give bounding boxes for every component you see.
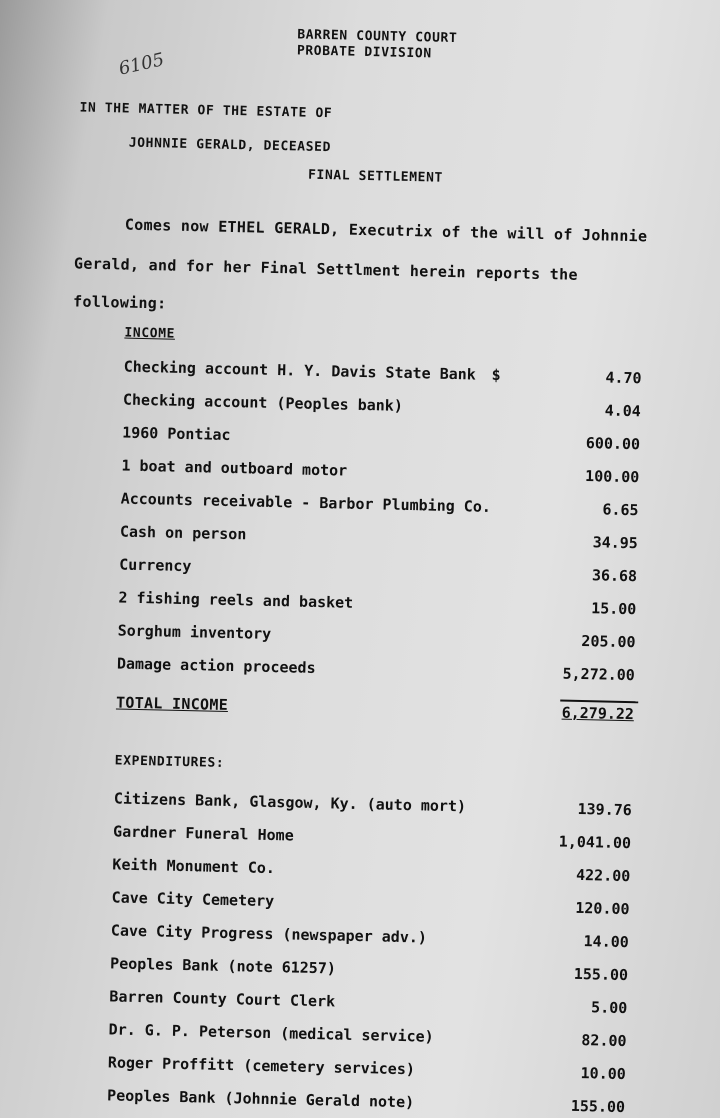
total-income-amount: 6,279.22: [561, 703, 635, 724]
expenditure-item-label: Keith Monument Co.: [112, 855, 276, 878]
income-item-label: Checking account (Peoples bank): [122, 390, 404, 415]
income-item-label: Damage action proceeds: [116, 654, 316, 677]
expenditure-item-amount: 120.00: [575, 898, 630, 919]
expenditure-item-label: Barren County Court Clerk: [109, 987, 336, 1011]
court-division: PROBATE DIVISION: [296, 43, 432, 62]
income-heading: INCOME: [124, 325, 176, 342]
income-item-amount: 205.00: [581, 631, 636, 652]
expenditure-item-label: Cave City Cemetery: [111, 888, 275, 911]
expenditure-item-amount: 5.00: [590, 998, 628, 1018]
handwritten-note: 6105: [116, 49, 167, 80]
income-item-amount: 15.00: [590, 599, 637, 619]
expenditure-item-amount: 155.00: [573, 964, 629, 985]
expenditure-item-label: Citizens Bank, Glasgow, Ky. (auto mort): [113, 789, 467, 816]
income-item-label: Currency: [119, 555, 192, 576]
intro-line-2: Gerald, and for her Final Settlment herein reports the: [73, 254, 578, 284]
income-item-label: Checking account H. Y. Davis State Bank: [123, 357, 477, 384]
document-page: [35, 0, 720, 1118]
income-item-label: Cash on person: [119, 522, 247, 544]
matter-line: IN THE MATTER OF THE ESTATE OF: [79, 100, 333, 122]
expenditure-item-amount: 14.00: [583, 932, 629, 952]
income-item-amount: 600.00: [585, 434, 641, 454]
total-rule: [560, 700, 638, 704]
income-item-label: Accounts receivable - Barbor Plumbing Co.: [120, 489, 492, 516]
document-title: FINAL SETTLEMENT: [307, 167, 444, 186]
income-item-amount: 4.70: [605, 368, 642, 388]
dollar-sign: $: [491, 365, 501, 385]
income-item-amount: 4.04: [604, 401, 642, 421]
income-item-label: Sorghum inventory: [117, 621, 272, 643]
income-item-label: 1960 Pontiac: [121, 423, 231, 444]
expenditure-item-label: Gardner Funeral Home: [112, 822, 294, 845]
income-item-label: 2 fishing reels and basket: [118, 588, 354, 612]
income-item-amount: 36.68: [591, 566, 638, 586]
income-item-amount: 34.95: [592, 533, 639, 553]
total-income-label: TOTAL INCOME: [115, 693, 229, 714]
expenditure-item-label: Peoples Bank (Johnnie Gerald note): [106, 1086, 415, 1112]
income-item-amount: 5,272.00: [562, 664, 636, 685]
decedent-line: JOHNNIE GERALD, DECEASED: [128, 135, 332, 156]
income-item-label: 1 boat and outboard motor: [121, 456, 348, 480]
expenditure-item-label: Dr. G. P. Peterson (medical service): [108, 1020, 434, 1046]
court-name: BARREN COUNTY COURT: [297, 27, 458, 47]
intro-line-1: Comes now ETHEL GERALD, Executrix of the will of Johnnie: [124, 215, 648, 246]
expenditure-item-amount: 1,041.00: [558, 832, 632, 853]
intro-line-3: following:: [72, 292, 167, 313]
expenditure-item-amount: 10.00: [580, 1064, 626, 1084]
expenditure-item-amount: 139.76: [577, 799, 632, 820]
expenditures-heading: EXPENDITURES:: [114, 753, 225, 771]
income-item-amount: 100.00: [584, 467, 640, 487]
expenditure-item-label: Cave City Progress (newspaper adv.): [110, 921, 428, 947]
expenditure-item-amount: 82.00: [581, 1031, 627, 1051]
expenditure-item-label: Roger Proffitt (cemetery services): [107, 1053, 416, 1079]
income-item-amount: 6.65: [602, 500, 639, 520]
expenditure-item-amount: 422.00: [575, 865, 631, 886]
expenditure-item-label: Peoples Bank (note 61257): [109, 954, 337, 978]
expenditure-item-amount: 155.00: [570, 1096, 626, 1117]
